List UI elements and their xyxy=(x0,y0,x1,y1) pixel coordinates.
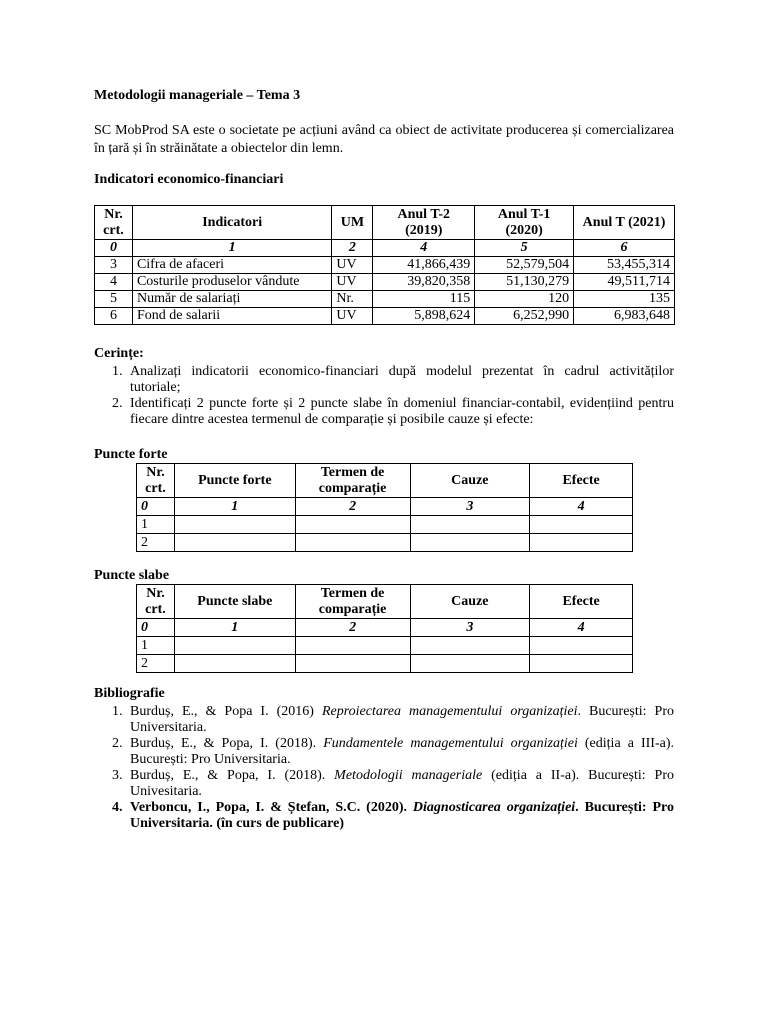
value-t2: 115 xyxy=(373,291,475,308)
table-row xyxy=(137,516,633,534)
effects-cell[interactable] xyxy=(530,637,633,655)
comparison-cell[interactable] xyxy=(295,655,410,673)
requirement-item: 1. Analizați indicatorii economico-financiari după modelul prezentat în cadrul activităților tutoriale; xyxy=(126,364,674,396)
row-number: 1 xyxy=(137,516,175,534)
causes-cell[interactable] xyxy=(410,655,530,673)
table-row xyxy=(137,655,633,673)
comparison-cell[interactable] xyxy=(295,637,410,655)
strength-cell[interactable] xyxy=(174,516,295,534)
value-t1: 6,252,990 xyxy=(475,308,574,325)
indicator-name: Cifra de afaceri xyxy=(132,257,331,274)
header-nr-crt: Nr. crt. xyxy=(95,206,133,240)
unit: UV xyxy=(332,257,373,274)
indicators-heading: Indicatori economico-financiari xyxy=(94,172,284,187)
requirements-list xyxy=(94,364,674,428)
causes-cell[interactable] xyxy=(410,637,530,655)
header-weaknesses: Puncte slabe xyxy=(174,585,295,619)
indicator-name: Număr de salariați xyxy=(132,291,331,308)
row-number: 1 xyxy=(137,637,175,655)
value-t1: 52,579,504 xyxy=(475,257,574,274)
ref-publisher: . București: Pro Universitaria. xyxy=(130,704,674,735)
header-causes: Cauze xyxy=(410,464,530,498)
bibliography-item xyxy=(126,736,674,768)
unit: UV xyxy=(332,308,373,325)
index-cell: 4 xyxy=(530,498,633,516)
index-row xyxy=(137,498,633,516)
ref-authors: Verboncu, I., Popa, I. & Ștefan, S.C. (2020). xyxy=(130,800,413,815)
value-t1: 120 xyxy=(475,291,574,308)
header-year-t: Anul T (2021) xyxy=(574,206,675,240)
document-title: Metodologii manageriale – Tema 3 xyxy=(94,88,301,103)
value-t: 49,511,714 xyxy=(574,274,675,291)
header-nr-crt: Nr. crt. xyxy=(137,464,175,498)
index-cell: 4 xyxy=(373,240,475,257)
index-cell: 0 xyxy=(95,240,133,257)
index-cell: 2 xyxy=(295,498,410,516)
index-cell: 3 xyxy=(410,498,530,516)
row-number: 2 xyxy=(137,534,175,552)
bibliography-heading: Bibliografie xyxy=(94,686,165,701)
comparison-cell[interactable] xyxy=(295,534,410,552)
table-row xyxy=(95,257,675,274)
effects-cell[interactable] xyxy=(530,534,633,552)
table-row xyxy=(95,274,675,291)
table-row xyxy=(95,308,675,325)
index-cell: 2 xyxy=(295,619,410,637)
table-row xyxy=(137,534,633,552)
header-indicators: Indicatori xyxy=(132,206,331,240)
table-row xyxy=(95,291,675,308)
requirements-heading: Cerințe: xyxy=(94,346,144,361)
ref-title: Diagnosticarea organizației xyxy=(412,800,576,815)
index-cell: 5 xyxy=(475,240,574,257)
unit: UV xyxy=(332,274,373,291)
header-effects: Efecte xyxy=(530,464,633,498)
header-effects: Efecte xyxy=(530,585,633,619)
row-number: 6 xyxy=(95,308,133,325)
weakness-cell[interactable] xyxy=(174,655,295,673)
index-cell: 1 xyxy=(132,240,331,257)
indicator-name: Costurile produselor vândute xyxy=(132,274,331,291)
value-t: 53,455,314 xyxy=(574,257,675,274)
value-t2: 41,866,439 xyxy=(373,257,475,274)
unit: Nr. xyxy=(332,291,373,308)
weaknesses-table xyxy=(136,584,633,673)
ref-title: Fundamentele managementului organizației xyxy=(323,736,578,751)
causes-cell[interactable] xyxy=(410,534,530,552)
ref-authors: Burduș, E., & Popa, I. (2018). xyxy=(130,736,324,751)
index-cell: 0 xyxy=(137,619,175,637)
index-row xyxy=(137,619,633,637)
indicator-name: Fond de salarii xyxy=(132,308,331,325)
row-number: 3 xyxy=(95,257,133,274)
bibliography-list xyxy=(94,704,674,832)
ref-title: Reproiectarea managementului organizației xyxy=(321,704,578,719)
header-causes: Cauze xyxy=(410,585,530,619)
index-cell: 2 xyxy=(332,240,373,257)
strengths-table xyxy=(136,463,633,552)
weakness-cell[interactable] xyxy=(174,637,295,655)
index-cell: 1 xyxy=(174,498,295,516)
row-number: 5 xyxy=(95,291,133,308)
header-um: UM xyxy=(332,206,373,240)
ref-publisher: (ediția a II-a). București: Pro Univesitaria. xyxy=(130,768,675,799)
header-nr-crt: Nr. crt. xyxy=(137,585,175,619)
row-number: 4 xyxy=(95,274,133,291)
index-row xyxy=(95,240,675,257)
value-t2: 5,898,624 xyxy=(373,308,475,325)
requirement-item: 2. Identificați 2 puncte forte și 2 puncte slabe în domeniul financiar-contabil, evidențiind pentru fiecare dintre acestea termenul de comparație și posibile cauze și efecte: xyxy=(126,396,674,428)
index-cell: 4 xyxy=(530,619,633,637)
weaknesses-heading: Puncte slabe xyxy=(94,568,170,583)
effects-cell[interactable] xyxy=(530,655,633,673)
index-cell: 1 xyxy=(174,619,295,637)
header-year-t1: Anul T-1 (2020) xyxy=(475,206,574,240)
row-number: 2 xyxy=(137,655,175,673)
ref-title: Metodologii manageriale xyxy=(334,768,483,783)
bibliography-item xyxy=(126,704,674,736)
ref-authors: Burduș, E., & Popa, I. (2018). xyxy=(130,768,335,783)
ref-publisher: (ediția a III-a). București: Pro Universitaria. xyxy=(130,736,674,767)
index-cell: 3 xyxy=(410,619,530,637)
value-t: 135 xyxy=(574,291,675,308)
causes-cell[interactable] xyxy=(410,516,530,534)
intro-paragraph: SC MobProd SA este o societate pe acțiuni având ca obiect de activitate producerea și comercializarea în țară și în străinătate a obiectelor din lemn. xyxy=(94,123,674,156)
strength-cell[interactable] xyxy=(174,534,295,552)
header-comparison-term: Termen de comparație xyxy=(295,585,410,619)
value-t2: 39,820,358 xyxy=(373,274,475,291)
index-cell: 6 xyxy=(574,240,675,257)
effects-cell[interactable] xyxy=(530,516,633,534)
ref-publisher: . București: Pro Universitaria. (în curs de publicare) xyxy=(130,800,674,831)
value-t: 6,983,648 xyxy=(574,308,675,325)
ref-authors: Burduș, E., & Popa I. (2016) xyxy=(130,704,322,719)
value-t1: 51,130,279 xyxy=(475,274,574,291)
header-comparison-term: Termen de comparație xyxy=(295,464,410,498)
index-cell: 0 xyxy=(137,498,175,516)
bibliography-item xyxy=(126,768,674,800)
comparison-cell[interactable] xyxy=(295,516,410,534)
header-year-t2: Anul T-2 (2019) xyxy=(373,206,475,240)
bibliography-item xyxy=(126,800,674,832)
header-strengths: Puncte forte xyxy=(174,464,295,498)
table-row xyxy=(137,637,633,655)
indicators-table xyxy=(94,205,675,325)
strengths-heading: Puncte forte xyxy=(94,447,168,462)
